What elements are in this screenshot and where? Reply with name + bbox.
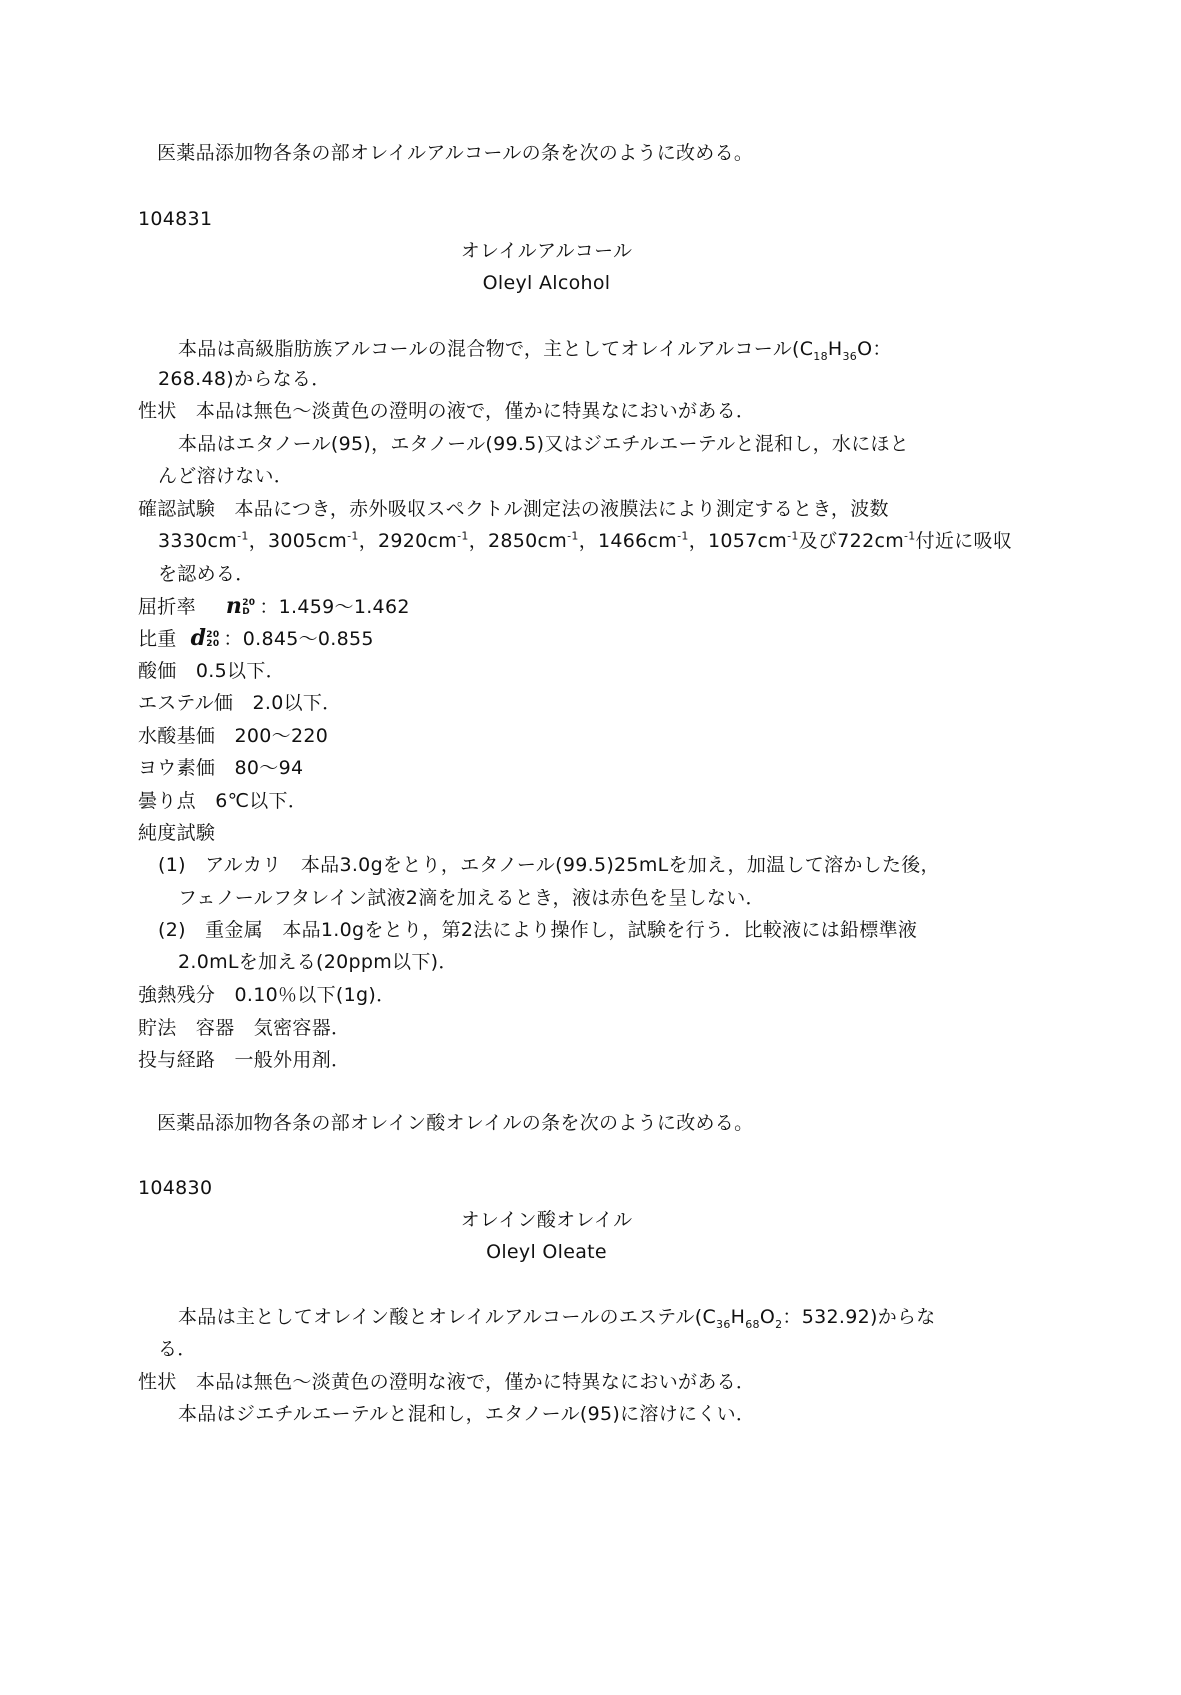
- text: H: [730, 1306, 746, 1328]
- text: O：: [857, 338, 892, 360]
- text: 本品は主としてオレイン酸とオレイルアルコールのエステル(C: [178, 1306, 717, 1328]
- wavenumber: 2920cm: [378, 530, 458, 552]
- wavenumber: 722cm: [837, 530, 905, 552]
- amendment-intro: 医薬品添加物各条の部オレイルアルコールの条を次のように改める。: [157, 142, 754, 164]
- separator: ，: [578, 530, 598, 552]
- superscript: 20: [242, 597, 256, 608]
- text: H: [827, 338, 843, 360]
- acid-value: 酸価 0.5以下．: [138, 660, 285, 682]
- properties-2: 性状 本品は無色～淡黄色の澄明な液で，僅かに特異なにおいがある．: [138, 1371, 756, 1393]
- wavenumber: 1057cm: [708, 530, 788, 552]
- text: O: [759, 1306, 776, 1328]
- description-2-cont: る．: [158, 1338, 197, 1360]
- subscript: 20: [206, 638, 220, 649]
- subscript: 68: [745, 1317, 760, 1331]
- unit-exponent: -1: [457, 529, 469, 543]
- monograph-title-ja-2: オレイン酸オレイル: [460, 1209, 633, 1231]
- superscript: 20: [206, 629, 220, 640]
- subscript: D: [242, 606, 250, 617]
- text: 本品は高級脂肪族アルコールの混合物で，主としてオレイルアルコール(C: [178, 338, 814, 360]
- value: ：0.845～0.855: [223, 628, 374, 650]
- hydroxyl-value: 水酸基価 200～220: [138, 725, 329, 747]
- monograph-title-en: Oleyl Alcohol: [482, 272, 611, 294]
- purity-alkali-cont: フェノールフタレイン試液2滴を加えるとき，液は赤色を呈しない．: [178, 887, 765, 909]
- separator: ，: [358, 530, 378, 552]
- unit-exponent: -1: [347, 529, 359, 543]
- separator: ，: [688, 530, 708, 552]
- wavenumber: 3330cm: [158, 530, 238, 552]
- monograph-title-ja: オレイルアルコール: [460, 240, 633, 262]
- solubility-2: 本品はジエチルエーテルと混和し，エタノール(95)に溶けにくい．: [178, 1403, 756, 1425]
- separator: ，: [248, 530, 268, 552]
- properties: 性状 本品は無色～淡黄色の澄明の液で，僅かに特異なにおいがある．: [138, 400, 756, 422]
- separator: ，: [468, 530, 488, 552]
- symbol: n: [225, 593, 243, 619]
- residue-on-ignition: 強熱残分 0.10％以下(1g)．: [138, 984, 396, 1006]
- amendment-intro-2: 医薬品添加物各条の部オレイン酸オレイルの条を次のように改める。: [157, 1112, 754, 1134]
- purity-alkali: (1) アルカリ 本品3.0gをとり，エタノール(99.5)25mLを加え，加温して溶かした後，: [158, 854, 940, 876]
- wavenumber: 1466cm: [598, 530, 678, 552]
- unit-exponent: -1: [567, 529, 579, 543]
- administration-route: 投与経路 一般外用剤．: [138, 1049, 351, 1071]
- cloud-point: 曇り点 6℃以下．: [138, 790, 308, 812]
- identification-cont: を認める．: [158, 563, 255, 585]
- identification: 確認試験 本品につき，赤外吸収スペクトル測定法の液膜法により測定するとき，波数: [138, 498, 889, 520]
- label: 比重: [138, 628, 177, 650]
- unit-exponent: -1: [237, 529, 249, 543]
- unit-exponent: -1: [677, 529, 689, 543]
- text: 付近に吸収: [915, 530, 1013, 552]
- subscript: 36: [716, 1317, 731, 1331]
- refractive-index: [138, 594, 410, 619]
- subscript: 36: [842, 349, 858, 363]
- iodine-value: ヨウ素価 80～94: [138, 757, 304, 779]
- storage: 貯法 容器 気密容器．: [138, 1017, 351, 1039]
- description: [178, 337, 892, 361]
- label: 屈折率: [138, 596, 196, 618]
- solubility: 本品はエタノール(95)，エタノール(99.5)又はジエチルエーテルと混和し，水にほと: [178, 433, 910, 455]
- wavenumber: 3005cm: [268, 530, 348, 552]
- monograph-code-2: 104830: [138, 1177, 213, 1199]
- purity-heavy-metals-cont: 2.0mLを加える(20ppm以下)．: [178, 951, 458, 973]
- unit-exponent: -1: [787, 529, 799, 543]
- unit-exponent: -1: [904, 529, 916, 543]
- wavenumber: 2850cm: [488, 530, 568, 552]
- description-cont: 268.48)からなる．: [158, 368, 331, 390]
- conjunction: 及び: [798, 530, 838, 552]
- symbol: d: [190, 625, 207, 651]
- wavenumber-list: [158, 529, 1012, 553]
- purity-heading: 純度試験: [138, 822, 216, 844]
- solubility-cont: んど溶けない．: [158, 465, 294, 487]
- description-2: [178, 1305, 936, 1329]
- monograph-code: 104831: [138, 208, 213, 230]
- subscript: 18: [813, 349, 828, 363]
- subscript: 2: [775, 1317, 783, 1331]
- value: ：1.459～1.462: [259, 596, 410, 618]
- ester-value: エステル価 2.0以下．: [138, 692, 342, 714]
- specific-gravity: [138, 626, 374, 651]
- monograph-title-en-2: Oleyl Oleate: [486, 1241, 607, 1263]
- text: ：532.92)からな: [782, 1306, 936, 1328]
- purity-heavy-metals: (2) 重金属 本品1.0gをとり，第2法により操作し，試験を行う．比較液には鉛標準液: [158, 919, 918, 941]
